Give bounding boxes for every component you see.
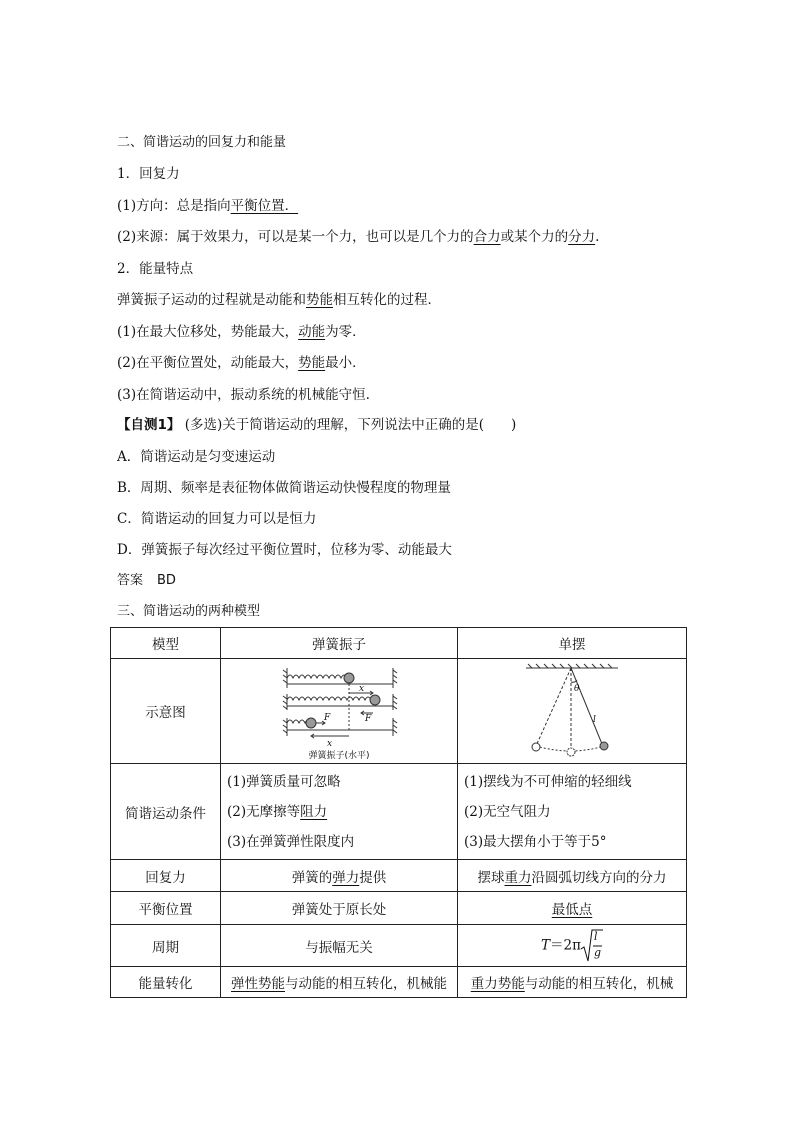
text: 最小． (325, 355, 366, 371)
text: (2)无摩擦等 (227, 803, 301, 820)
table-row (111, 860, 687, 892)
spring-restoring (221, 860, 458, 892)
pendulum-equilibrium (458, 892, 687, 925)
spring-period (221, 925, 458, 967)
text: 与动能的相互转化，机械能 (285, 976, 447, 992)
restoring-source (117, 228, 599, 246)
text: 与动能的相互转化，机械 (524, 976, 674, 992)
table-row (111, 967, 687, 998)
sqrt-fraction (581, 929, 603, 963)
table-row (111, 628, 687, 659)
answer-underline: 重力势能 (470, 976, 525, 992)
energy-point-1 (117, 323, 366, 341)
subheading-restoring-force: 1．回复力 (117, 166, 180, 182)
energy-point-3: (3)在简谐运动中，振动系统的机械能守恒. (117, 387, 370, 403)
section-2-title: 二、简谐运动的回复力和能量 (117, 135, 287, 150)
header-spring: 弹簧振子 (221, 628, 458, 659)
answer-underline: 重力 (504, 869, 532, 886)
text: 弹簧的 (291, 869, 333, 886)
label-l: l (593, 714, 596, 725)
condition-item (227, 797, 451, 827)
text: (2)在平衡位置处，动能最大， (117, 355, 299, 371)
answer-underline: 合力 (473, 229, 501, 245)
row-label-diagram: 示意图 (111, 659, 221, 764)
text: 提供 (359, 869, 387, 886)
pendulum-energy (458, 967, 687, 998)
condition-item: (1)摆线为不可伸缩的轻细线 (464, 773, 632, 790)
text: (1)方向：总是指向 (117, 198, 231, 214)
answer-underline: 势能 (298, 355, 326, 371)
answer-underline: 平衡位置． (230, 198, 299, 214)
table-row (111, 925, 687, 967)
spring-oscillator-diagram (221, 660, 456, 763)
label-f: F (324, 712, 331, 723)
spring-conditions (221, 764, 458, 860)
row-label-restoring: 回复力 (111, 860, 221, 892)
answer-underline: 分力 (568, 229, 596, 245)
section-3-title: 三、简谐运动的两种模型 (117, 604, 261, 619)
header-pendulum: 单摆 (458, 628, 687, 659)
formula-denominator: g (593, 945, 602, 959)
models-table (110, 627, 687, 998)
condition-item: (1)弹簧质量可忽略 (227, 773, 341, 790)
answer-underline: 阻力 (300, 803, 328, 820)
energy-point-2 (117, 354, 366, 372)
text: 与振幅无关 (305, 939, 373, 956)
subheading-energy: 2．能量特点 (117, 261, 194, 277)
row-label-equilibrium: 平衡位置 (111, 892, 221, 925)
label-x: x (359, 683, 365, 694)
spring-diagram-cell (221, 659, 458, 764)
pendulum-period-formula (458, 925, 687, 967)
condition-item: (2)无空气阻力 (464, 803, 551, 820)
condition-item: (3)在弹簧弹性限度内 (227, 833, 355, 850)
pendulum-diagram (458, 660, 685, 763)
text: (1)在最大位移处，势能最大， (117, 324, 299, 340)
quiz-tag: 【自测1】 (117, 417, 181, 433)
answer-underline: 弹力 (332, 869, 360, 886)
answer-underline: 弹性势能 (231, 976, 285, 992)
quiz-stem (117, 416, 516, 434)
quiz-option-c: C．简谐运动的回复力可以是恒力 (117, 511, 317, 527)
table-row (111, 659, 687, 764)
answer-underline: 动能 (298, 324, 326, 340)
answer-underline: 势能 (306, 292, 333, 308)
energy-intro (117, 291, 441, 309)
table-row (111, 764, 687, 860)
spring-energy (221, 967, 458, 998)
text: 弹簧振子运动的过程就是动能和 (117, 292, 306, 308)
text: (多选)关于简谐运动的理解，下列说法中正确的是( ) (180, 417, 517, 433)
answer-label: 答案 (117, 573, 144, 588)
label-f: F (365, 713, 372, 724)
label-x: x (327, 738, 333, 749)
spring-equilibrium: 弹簧处于原长处 (221, 892, 458, 925)
text: 相互转化的过程． (333, 292, 441, 308)
quiz-option-d: D．弹簧振子每次经过平衡位置时，位移为零、动能最大 (117, 542, 452, 558)
text: (2)来源：属于效果力，可以是某一个力，也可以是几个力的 (117, 229, 474, 245)
quiz-answer (117, 572, 176, 590)
restoring-direction (117, 197, 298, 215)
formula-eq: ＝2π (550, 937, 581, 953)
formula-t: T (541, 937, 551, 953)
label-theta: θ (574, 683, 580, 694)
quiz-option-a: A．简谐运动是匀变速运动 (117, 449, 276, 465)
row-label-period: 周期 (111, 925, 221, 967)
pendulum-diagram-cell (458, 659, 687, 764)
text: 为零． (325, 324, 366, 340)
row-label-conditions: 简谐运动条件 (111, 764, 221, 860)
answer-underline: 最低点 (551, 902, 593, 918)
text: 或某个力的 (500, 229, 569, 245)
row-label-energy: 能量转化 (111, 967, 221, 998)
quiz-option-b: B．周期、频率是表征物体做简谐运动快慢程度的物理量 (117, 480, 451, 496)
text: . (595, 229, 600, 245)
table-row (111, 892, 687, 925)
header-model: 模型 (111, 628, 221, 659)
pendulum-restoring (458, 860, 687, 892)
condition-item: (3)最大摆角小于等于5° (464, 833, 607, 850)
formula-numerator: l (593, 929, 598, 943)
pendulum-conditions (458, 764, 687, 860)
answer-value: BD (157, 573, 176, 588)
text: 沿圆弧切线方向的分力 (531, 869, 667, 886)
spring-caption: 弹簧振子(水平) (308, 750, 370, 761)
text: 摆球 (477, 869, 505, 886)
